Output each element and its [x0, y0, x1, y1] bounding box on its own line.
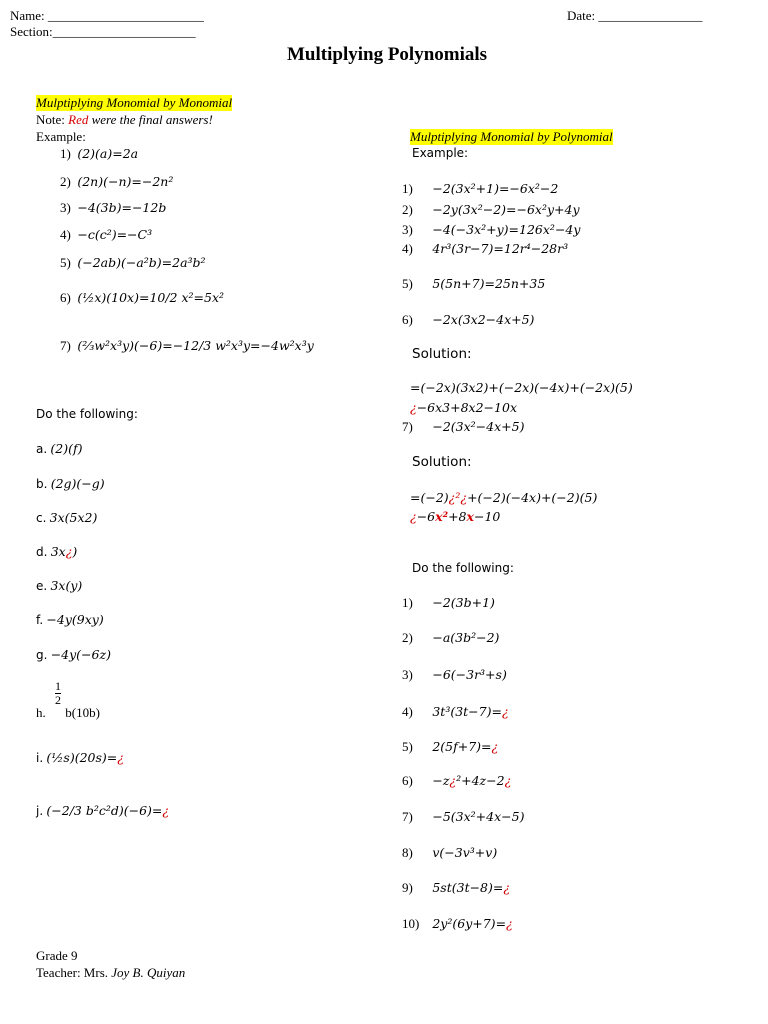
- answer-placeholder: ¿: [501, 704, 509, 719]
- solution-text: +8: [448, 509, 467, 524]
- right-exercise-row: [402, 630, 499, 646]
- exercise-letter: h.: [36, 705, 46, 720]
- right-exercise-row: [402, 595, 495, 611]
- teacher-name: Joy B. Quiyan: [111, 965, 186, 980]
- left-example-row: [60, 227, 152, 243]
- exercise-expression: 3x: [50, 544, 66, 559]
- example-number: 1): [402, 181, 413, 196]
- right-example-row: [402, 241, 568, 257]
- exercise-letter: i.: [36, 751, 44, 765]
- teacher-line: [36, 965, 185, 981]
- exercise-letter: d.: [36, 545, 48, 559]
- left-exercise-row: [36, 510, 97, 526]
- right-exercise-row: [402, 880, 510, 896]
- right-exercise-row: [402, 773, 511, 789]
- example-expression: (2n)(−n)=−2n²: [77, 174, 174, 189]
- right-example-row: [402, 202, 580, 218]
- section-field: Section:______________________: [10, 24, 196, 39]
- left-example-row: [60, 174, 173, 190]
- left-example-row: [60, 290, 224, 306]
- exercise-number: 5): [402, 739, 413, 754]
- left-example-label: Example:: [36, 129, 86, 144]
- exercise-expression: 2(5f+7)=: [432, 739, 492, 754]
- exercise-expression: −6(−3r³+s): [432, 667, 507, 682]
- left-example-row: [60, 255, 206, 271]
- answer-placeholder: ¿: [503, 880, 511, 895]
- left-do-label: Do the following:: [36, 407, 138, 421]
- answer-placeholder: ¿: [410, 400, 417, 415]
- example-number: 2): [402, 202, 413, 217]
- exercise-number: 8): [402, 845, 413, 860]
- answer-placeholder: ¿: [65, 544, 73, 559]
- date-field: Date: ________________: [567, 8, 703, 23]
- example-expression: −2y(3x²−2)=−6x²y+4y: [432, 202, 580, 217]
- exercise-number: 3): [402, 667, 413, 682]
- left-example-row: [60, 338, 314, 354]
- solution-text: −6x3+8x2−10x: [416, 400, 517, 415]
- right-do-label: Do the following:: [412, 561, 514, 575]
- solution-6-line-2: [410, 400, 517, 415]
- example-number: 5): [402, 276, 413, 291]
- left-exercise-row: [36, 612, 104, 628]
- answer-placeholder: ¿: [162, 803, 170, 818]
- exercise-expression: 5st(3t−8)=: [432, 880, 504, 895]
- example-number: 6): [402, 312, 413, 327]
- left-exercise-row: [36, 803, 169, 819]
- left-exercise-row: [36, 476, 105, 492]
- left-exercise-row: [36, 578, 82, 594]
- exercise-expression: −a(3b²−2): [432, 630, 500, 645]
- exercise-tail: ²+4z−2: [456, 773, 505, 788]
- exercise-expression: −z: [432, 773, 450, 788]
- right-example-row: [402, 276, 545, 292]
- right-section-heading: Mulptiplying Monomial by Polynomial: [410, 129, 613, 144]
- example-number: 5): [60, 255, 71, 270]
- exercise-expression: −5(3x²+4x−5): [432, 809, 525, 824]
- exercise-letter: c.: [36, 511, 47, 525]
- exercise-letter: b.: [36, 477, 48, 491]
- right-example-row: [402, 222, 580, 238]
- exercise-number: 2): [402, 630, 413, 645]
- exercise-expression: (2g)(−g): [50, 476, 105, 491]
- example-expression: −2(3x²+1)=−6x²−2: [432, 181, 559, 196]
- example-expression: (2)(a)=2a: [77, 146, 139, 161]
- example-number: 3): [402, 222, 413, 237]
- right-example-row: [402, 312, 534, 328]
- exercise-expression: v(−3v³+v): [432, 845, 498, 860]
- answer-placeholder: ¿: [449, 773, 457, 788]
- exercise-tail: ): [72, 544, 78, 559]
- exercise-expression: 2y²(6y+7)=: [432, 916, 507, 931]
- red-term: x²: [435, 509, 449, 524]
- exercise-expression: 3x(5x2): [49, 510, 98, 525]
- right-exercise-row: [402, 667, 507, 683]
- page-title: Multiplying Polynomials: [287, 44, 488, 65]
- example-expression: (⅔w²x³y)(−6)=−12/3 w²x³y=−4w²x³y: [77, 338, 314, 353]
- left-example-row: [60, 146, 138, 162]
- solution-text: −6: [416, 509, 436, 524]
- example-expression: −c(c²)=−C³: [77, 227, 153, 242]
- answer-placeholder: ¿²¿: [448, 490, 468, 505]
- exercise-number: 1): [402, 595, 413, 610]
- answer-placeholder: ¿: [117, 750, 124, 765]
- note-red-word: Red: [68, 112, 89, 127]
- answer-placeholder: ¿: [491, 739, 499, 754]
- exercise-number: 9): [402, 880, 413, 895]
- teacher-prefix: Teacher: Mrs.: [36, 965, 112, 980]
- note-line: [36, 112, 213, 128]
- right-example-row: [402, 181, 558, 197]
- red-term: x: [466, 509, 474, 524]
- example-expression: −4(−3x²+y)=126x²−4y: [432, 222, 581, 237]
- left-example-row: [60, 200, 166, 216]
- solution-label: Solution:: [412, 454, 472, 470]
- note-prefix: Note:: [36, 112, 69, 127]
- example-number: 4): [60, 227, 71, 242]
- answer-placeholder: ¿: [410, 509, 417, 524]
- exercise-number: 7): [402, 809, 413, 824]
- solution-text: =(−2): [410, 490, 449, 505]
- right-exercise-row: [402, 739, 498, 755]
- solution-7-line-1: [410, 490, 597, 505]
- solution-6-line-1: =(−2x)(3x2)+(−2x)(−4x)+(−2x)(5): [410, 380, 633, 395]
- left-exercise-row: [36, 441, 83, 457]
- exercise-letter: a.: [36, 442, 48, 456]
- left-section-heading: Mulptiplying Monomial by Monomial: [36, 95, 233, 110]
- exercise-letter: j.: [36, 804, 44, 818]
- example-number: 3): [60, 200, 71, 215]
- solution-7-line-2: [410, 509, 500, 524]
- exercise-number: 6): [402, 773, 413, 788]
- example-number: 7): [402, 419, 413, 434]
- exercise-expression: (2)(f): [50, 441, 83, 456]
- example-number: 7): [60, 338, 71, 353]
- example-number: 6): [60, 290, 71, 305]
- right-example-label: Example:: [412, 146, 469, 160]
- name-field: Name: ________________________: [10, 8, 204, 23]
- right-example-row: [402, 419, 524, 435]
- exercise-expression: (−2/3 b²c²d)(−6)=: [46, 803, 163, 818]
- solution-text: +(−2)(−4x)+(−2)(5): [467, 490, 598, 505]
- example-expression: (−2ab)(−a²b)=2a³b²: [77, 255, 206, 270]
- exercise-letter: g.: [36, 648, 48, 662]
- exercise-expression: −4y(9xy): [46, 612, 104, 627]
- example-expression: (½x)(10x)=10/2 x²=5x²: [77, 290, 225, 305]
- half-fraction: 1 2: [55, 679, 61, 707]
- example-expression: −2(3x²−4x+5): [432, 419, 525, 434]
- left-exercise-row: [36, 647, 111, 663]
- exercise-expression: (½s)(20s)=: [46, 750, 118, 765]
- exercise-expression: 3t³(3t−7)=: [432, 704, 502, 719]
- left-exercise-row: [36, 544, 77, 560]
- answer-placeholder: ¿: [506, 916, 513, 931]
- exercise-letter: f.: [36, 613, 44, 627]
- right-exercise-row: [402, 704, 509, 720]
- exercise-number: 10): [402, 916, 420, 931]
- exercise-letter: e.: [36, 579, 48, 593]
- example-expression: 4r³(3r−7)=12r⁴−28r³: [432, 241, 569, 256]
- grade-label: Grade 9: [36, 948, 78, 963]
- answer-placeholder: ¿: [504, 773, 512, 788]
- left-exercise-row: [36, 750, 124, 766]
- note-suffix: were the final answers!: [88, 112, 213, 127]
- exercise-expression: −4y(−6z): [50, 647, 111, 662]
- solution-label: Solution:: [412, 346, 472, 362]
- solution-text: −10: [473, 509, 501, 524]
- left-exercise-row: [36, 705, 100, 721]
- exercise-expression: b(10b): [65, 705, 100, 720]
- right-exercise-row: [402, 809, 524, 825]
- example-number: 1): [60, 146, 71, 161]
- example-expression: 5(5n+7)=25n+35: [432, 276, 546, 291]
- example-expression: −4(3b)=−12b: [77, 200, 167, 215]
- example-number: 2): [60, 174, 71, 189]
- right-exercise-row: [402, 916, 513, 932]
- exercise-expression: −2(3b+1): [432, 595, 495, 610]
- right-exercise-row: [402, 845, 497, 861]
- exercise-expression: 3x(y): [50, 578, 83, 593]
- example-number: 4): [402, 241, 413, 256]
- exercise-number: 4): [402, 704, 413, 719]
- example-expression: −2x(3x2−4x+5): [432, 312, 535, 327]
